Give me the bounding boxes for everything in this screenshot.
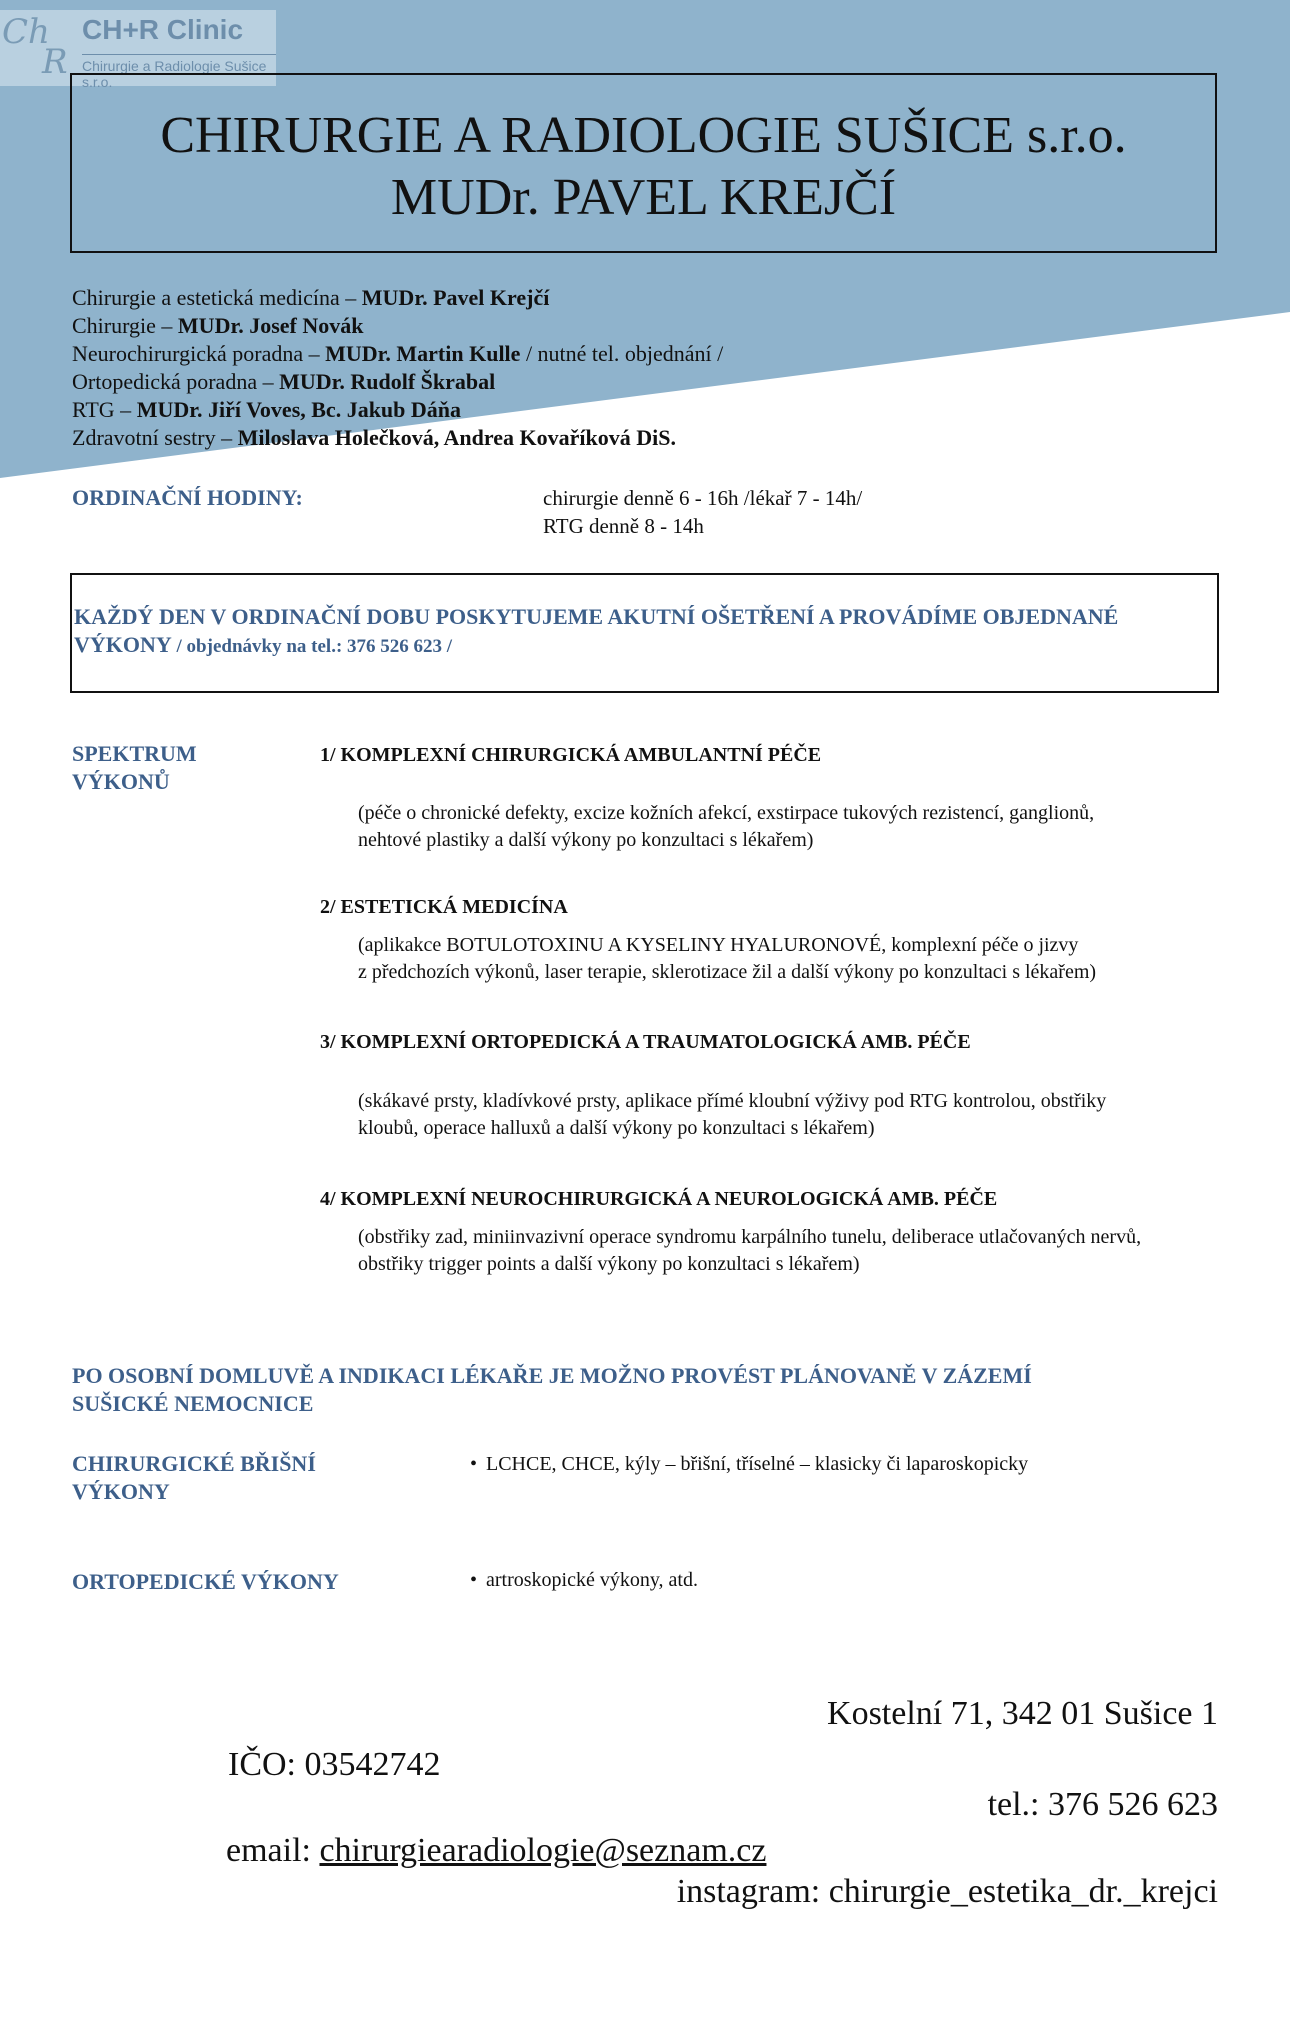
abdominal-label: CHIRURGICKÉ BŘIŠNÍ VÝKONY [72,1451,316,1504]
staff-item: Ortopedická poradna – MUDr. Rudolf Škrabal [72,369,496,394]
instagram: instagram: chirurgie_estetika_dr._krejci [676,1873,1218,1910]
logo-mark-r: R [42,42,68,82]
service-desc-3: (skákavé prsty, kladívkové prsty, aplikace přímé kloubní výživy pod RTG kontrolou, obstřiky kloubů, operace halluxů a další výkony po konzultaci s lékařem) [358,1090,1107,1139]
service-title-2: 2/ ESTETICKÁ MEDICÍNA [320,896,568,918]
logo-name: CH+R Clinic [82,14,244,45]
title-box [70,73,1217,253]
staff-item: Chirurgie – MUDr. Josef Novák [72,313,364,338]
ortho-label: ORTOPEDICKÉ VÝKONY [72,1569,339,1594]
staff-list [72,284,723,452]
hours-surgery: chirurgie denně 6 - 16h /lékař 7 - 14h/ [543,486,863,510]
hours-label: ORDINAČNÍ HODINY: [72,485,303,510]
staff-item: Chirurgie a estetická medicína – MUDr. Pavel Krejčí [72,285,550,310]
notice-box [70,573,1219,693]
phone: tel.: 376 526 623 [987,1786,1218,1823]
service-desc-2: (aplikakce BOTULOTOXINU A KYSELINY HYALURONOVÉ, komplexní péče o jizvy z předchozích výkonů, laser terapie, sklerotizace žil a další výkony po konzultaci s lékařem) [358,934,1097,983]
bullet-icon: • [470,1569,478,1591]
abdominal-bullet: • LCHCE, CHCE, kýly – břišní, tříselné – klasicky či laparoskopicky [470,1450,1028,1478]
notice-text: KAŽDÝ DEN V ORDINAČNÍ DOBU POSKYTUJEME AKUTNÍ OŠETŘENÍ A PROVÁDÍME OBJEDNANÉ VÝKONY [74,604,1119,657]
address: Kostelní 71, 342 01 Sušice 1 [827,1695,1218,1732]
service-title-1: 1/ KOMPLEXNÍ CHIRURGICKÁ AMBULANTNÍ PÉČE [320,744,822,766]
doctor-title: MUDr. PAVEL KREJČÍ [390,169,897,226]
ortho-bullet: • artroskopické výkony, atd. [470,1566,698,1594]
email-link[interactable]: chirurgiearadiologie@seznam.cz [319,1832,767,1869]
staff-item: Zdravotní sestry – Miloslava Holečková, Andrea Kovaříková DiS. [72,425,676,450]
bullet-icon: • [470,1453,478,1475]
logo-mark [2,12,68,82]
ico: IČO: 03542742 [228,1746,441,1783]
email-line: email: chirurgiearadiologie@seznam.cz [226,1832,767,1869]
logo-mark-ch: Ch [2,12,50,52]
notice-phone: / objednávky na tel.: 376 526 623 / [171,636,453,657]
logo-subtitle: Chirurgie a Radiologie Sušice s.r.o. [82,54,276,90]
page-title: CHIRURGIE A RADIOLOGIE SUŠICE s.r.o. [160,107,1127,164]
opening-hours [543,484,862,540]
staff-item: RTG – MUDr. Jiří Voves, Bc. Jakub Dáňa [72,397,462,422]
service-title-4: 4/ KOMPLEXNÍ NEUROCHIRURGICKÁ A NEUROLOGICKÁ AMB. PÉČE [320,1188,998,1210]
service-desc-4: (obstřiky zad, miniinvazivní operace syndromu karpálního tunelu, deliberace utlačovaných nervů, obstřiky trigger points a další výkony po konzultaci s lékařem) [358,1226,1142,1275]
service-desc-1: (péče o chronické defekty, excize kožních afekcí, exstirpace tukových rezistencí, ganglionů, nehtové plastiky a další výkony po konzultaci s lékařem) [358,802,1095,851]
planned-notice: PO OSOBNÍ DOMLUVĚ A INDIKACI LÉKAŘE JE MOŽNO PROVÉST PLÁNOVANĚ V ZÁZEMÍ SUŠICKÉ NEMOCNICE [72,1363,1032,1416]
service-title-3: 3/ KOMPLEXNÍ ORTOPEDICKÁ A TRAUMATOLOGICKÁ AMB. PÉČE [320,1031,971,1053]
staff-item: Neurochirurgická poradna – MUDr. Martin Kulle / nutné tel. objednání / [72,341,724,366]
spectrum-label: SPEKTRUM VÝKONŮ [72,741,197,794]
hours-rtg: RTG denně 8 - 14h [543,514,704,538]
